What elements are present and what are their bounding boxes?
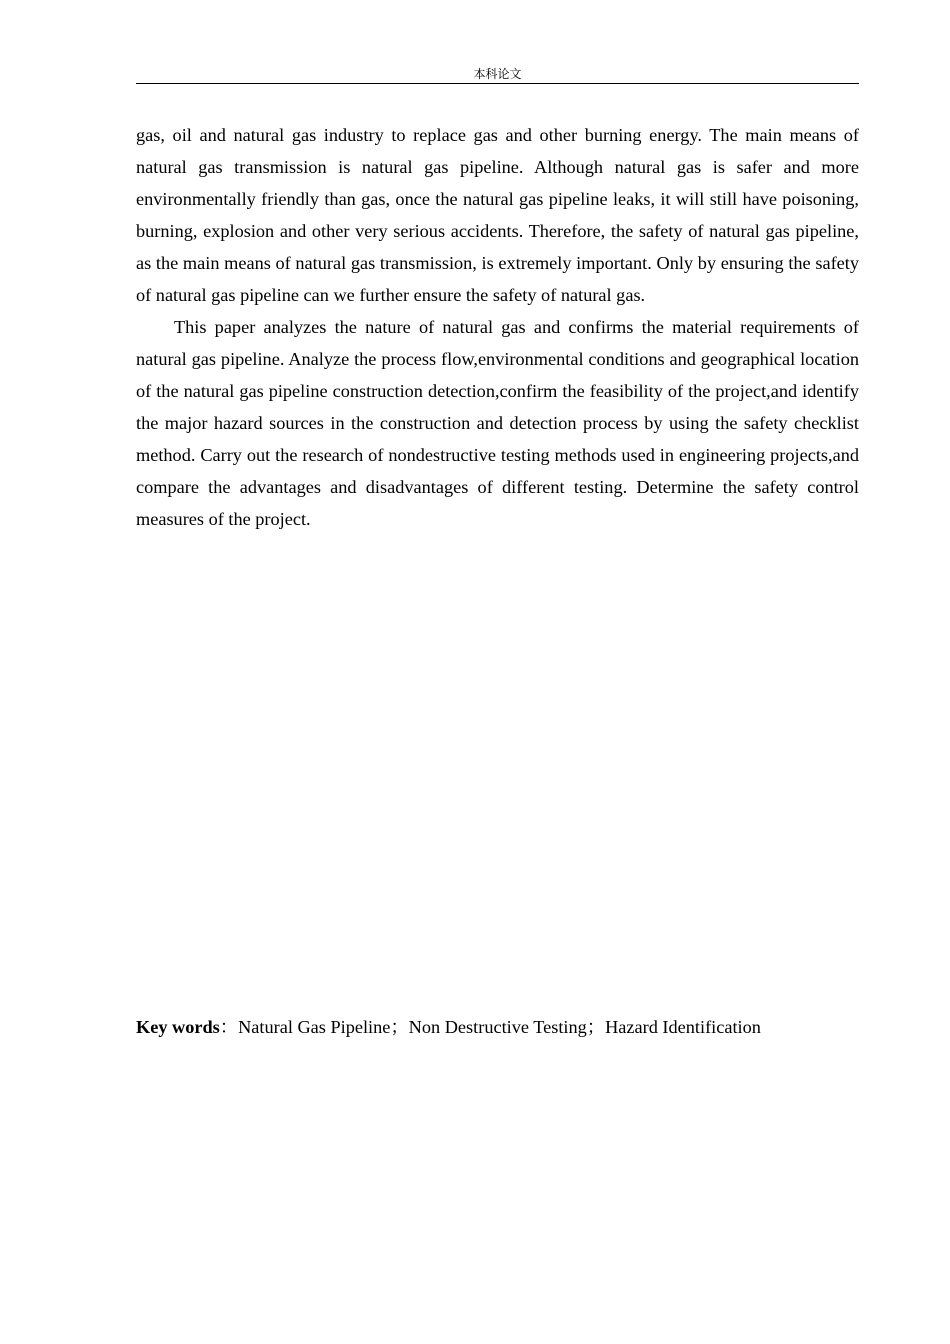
keyword-separator: ； [586, 1017, 606, 1037]
keyword-separator: ； [390, 1017, 409, 1037]
abstract-paragraph-2: This paper analyzes the nature of natural gas and confirms the material requirements of natural gas pipeline. Analyze the process flow,environmental conditions and geographical location of the natural gas pipeline construction detection,confirm the feasibility of the project,and identify the major hazard sources in the construction and detection process by using the safety checklist method. Carry out the research of nondestructive testing methods used in engineering projects,and compare the advantages and disadvantages of different testing. Determine the safety control measures of the project. [136, 317, 859, 529]
keyword-item: Natural Gas Pipeline [238, 1017, 391, 1037]
abstract-paragraph-1: gas, oil and natural gas industry to replace gas and other burning energy. The main means of natural gas transmission is natural gas pipeline. Although natural gas is safer and more environmentally friendly than gas, once the natural gas pipeline leaks, it will still have poisoning, burning, explosion and other very serious accidents. Therefore, the safety of natural gas pipeline, as the main means of natural gas transmission, is extremely important. Only by ensuring the safety of natural gas pipeline can we further ensure the safety of natural gas. [136, 125, 859, 305]
page-header: 本科论文 [473, 67, 522, 81]
abstract-body [136, 119, 859, 535]
keyword-item: Hazard Identification [605, 1017, 761, 1037]
keywords-line [136, 1011, 859, 1043]
keywords-label: Key words [136, 1017, 220, 1037]
header-divider [136, 83, 859, 84]
keywords-colon: ： [219, 1017, 239, 1037]
keyword-item: Non Destructive Testing [408, 1017, 587, 1037]
